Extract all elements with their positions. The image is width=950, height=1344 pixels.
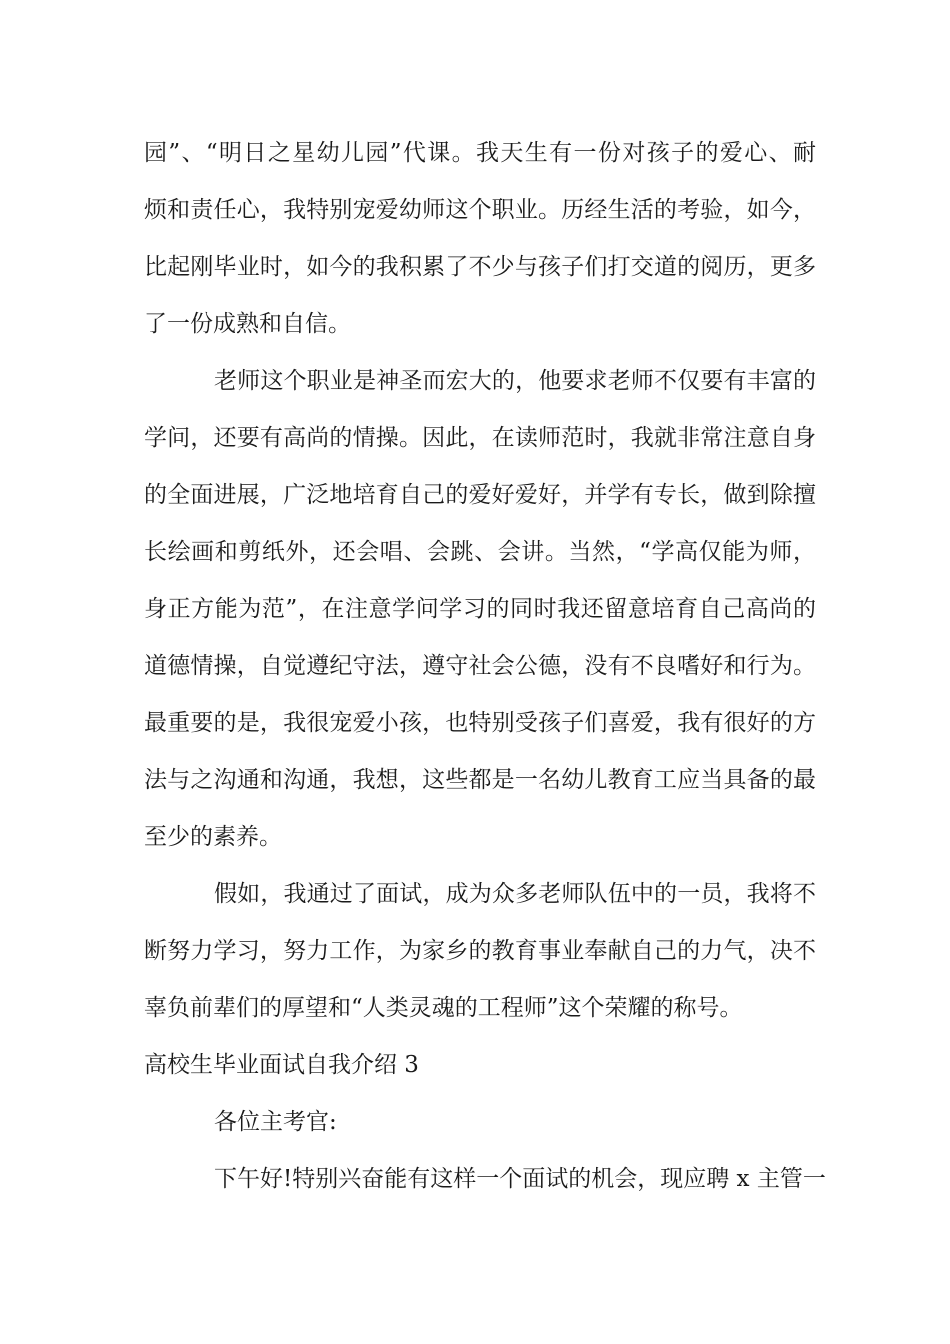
section-heading: 高校生毕业面试自我介绍 3 bbox=[144, 1052, 419, 1078]
document-body bbox=[144, 128, 826, 1211]
text-line: 烦和责任心，我特别宠爱幼师这个职业。历经生活的考验，如今， bbox=[144, 197, 816, 223]
text-line: 老师这个职业是神圣而宏大的，他要求老师不仅要有丰富的 bbox=[214, 368, 816, 394]
text-line: 辜负前辈们的厚望和“人类灵魂的工程师”这个荣耀的称号。 bbox=[144, 995, 743, 1021]
text-line: 法与之沟通和沟通，我想，这些都是一名幼儿教育工应当具备的最 bbox=[144, 767, 816, 793]
text-line: 的全面进展，广泛地培育自己的爱好爱好，并学有专长，做到除擅 bbox=[144, 482, 816, 508]
text-line: 断努力学习，努力工作，为家乡的教育事业奉献自己的力气，决不 bbox=[144, 938, 816, 964]
paragraph-1 bbox=[144, 128, 816, 356]
text-line: 园”、“明日之星幼儿园”代课。我天生有一份对孩子的爱心、耐 bbox=[144, 140, 816, 166]
text-line: 至少的素养。 bbox=[144, 824, 282, 850]
text-line: 假如，我通过了面试，成为众多老师队伍中的一员，我将不 bbox=[214, 881, 816, 907]
text-line: 下午好!特别兴奋能有这样一个面试的机会，现应聘 x 主管一 bbox=[214, 1166, 826, 1192]
text-line: 比起刚毕业时，如今的我积累了不少与孩子们打交道的阅历，更多 bbox=[144, 254, 816, 280]
text-line: 身正方能为范”，在注意学问学习的同时我还留意培育自己高尚的 bbox=[144, 596, 816, 622]
paragraph-2 bbox=[144, 356, 816, 869]
text-line: 道德情操，自觉遵纪守法，遵守社会公德，没有不良嗜好和行为。 bbox=[144, 653, 816, 679]
paragraph-4 bbox=[144, 1154, 826, 1211]
text-line: 学问，还要有高尚的情操。因此，在读师范时，我就非常注意自身 bbox=[144, 425, 816, 451]
text-line: 长绘画和剪纸外，还会唱、会跳、会讲。当然，“学高仅能为师， bbox=[144, 539, 816, 565]
text-line: 最重要的是，我很宠爱小孩，也特别受孩子们喜爱，我有很好的方 bbox=[144, 710, 816, 736]
salutation: 各位主考官: bbox=[214, 1109, 337, 1135]
paragraph-3 bbox=[144, 869, 816, 1040]
text-line: 了一份成熟和自信。 bbox=[144, 311, 351, 337]
